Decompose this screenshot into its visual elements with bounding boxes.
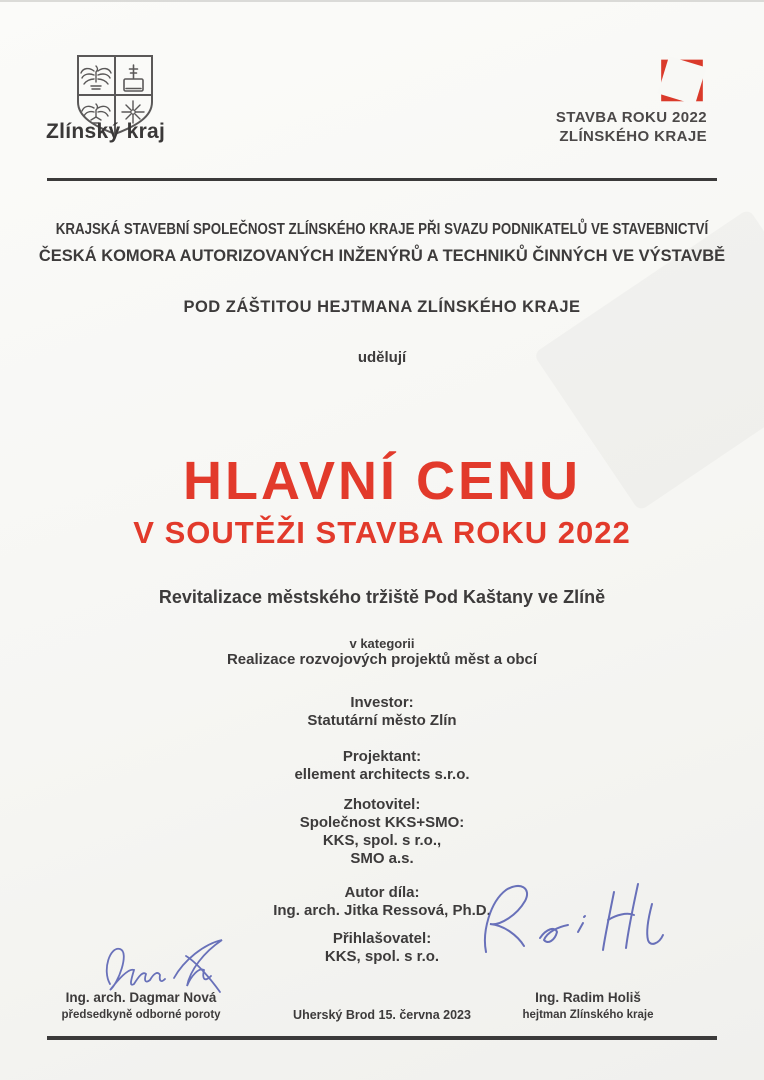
- signatory-left: [46, 990, 236, 1022]
- region-logo-label: Zlínský kraj: [46, 120, 166, 143]
- detail-value: ellement architects s.r.o.: [294, 766, 470, 783]
- detail-label: Autor díla:: [344, 884, 420, 901]
- detail-label: Přihlašovatel:: [332, 930, 432, 947]
- signatory-left-role: předsedkyně odborné poroty: [61, 1009, 221, 1021]
- signatory-right: [493, 990, 683, 1022]
- category-name: Realizace rozvojových projektů měst a obcí: [226, 651, 538, 668]
- detail-value: KKS, spol. s r.o.: [324, 948, 440, 965]
- award-logo-line1: STAVBA ROKU 2022: [555, 109, 707, 126]
- bottom-rule: [47, 1036, 717, 1040]
- detail-label: Zhotovitel:: [343, 796, 421, 813]
- date-place-text: Uherský Brod 15. června 2023: [293, 1008, 471, 1022]
- award-subtitle: V SOUTĚŽI STAVBA ROKU 2022: [133, 515, 631, 550]
- award-logo-line2: ZLÍNSKÉHO KRAJE: [559, 128, 707, 145]
- award-verb: udělují: [357, 349, 407, 366]
- stavba-roku-logo-icon: [655, 55, 709, 109]
- detail-value: Statutární město Zlín: [307, 712, 457, 729]
- detail-label: Investor:: [350, 694, 414, 711]
- signatory-left-name: Ing. arch. Dagmar Nová: [65, 990, 217, 1005]
- detail-zhotovitel: [0, 796, 764, 868]
- detail-investor: [0, 694, 764, 730]
- organizer-line-1: KRAJSKÁ STAVEBNÍ SPOLEČNOST ZLÍNSKÉHO KRAJE PŘI SVAZU PODNIKATELŮ VE STAVEBNICTVÍ: [55, 221, 709, 238]
- award-title: HLAVNÍ CENU: [182, 451, 582, 511]
- top-rule: [47, 178, 717, 181]
- detail-value: KKS, spol. s r.o.,: [322, 832, 442, 849]
- patronage-line: POD ZÁŠTITOU HEJTMANA ZLÍNSKÉHO KRAJE: [183, 298, 581, 316]
- organizer-line-2: ČESKÁ KOMORA AUTORIZOVANÝCH INŽENÝRŮ A TECHNIKŮ ČINNÝCH VE VÝSTAVBĚ: [38, 246, 726, 265]
- project-name: Revitalizace městského tržiště Pod Kaštany ve Zlíně: [158, 587, 606, 607]
- detail-label: Projektant:: [342, 748, 422, 765]
- date-place: [275, 1008, 489, 1022]
- signature-radim-holis: [462, 874, 698, 976]
- signatory-right-name: Ing. Radim Holiš: [535, 990, 641, 1005]
- detail-value: SMO a.s.: [350, 850, 414, 867]
- detail-value: Společnost KKS+SMO:: [299, 814, 465, 831]
- category-label: v kategorii: [349, 636, 415, 651]
- detail-projektant: [0, 748, 764, 784]
- detail-value: Ing. arch. Jitka Ressová, Ph.D.: [273, 902, 491, 919]
- signatory-right-role: hejtman Zlínského kraje: [522, 1009, 654, 1021]
- award-logo-text: [556, 108, 707, 146]
